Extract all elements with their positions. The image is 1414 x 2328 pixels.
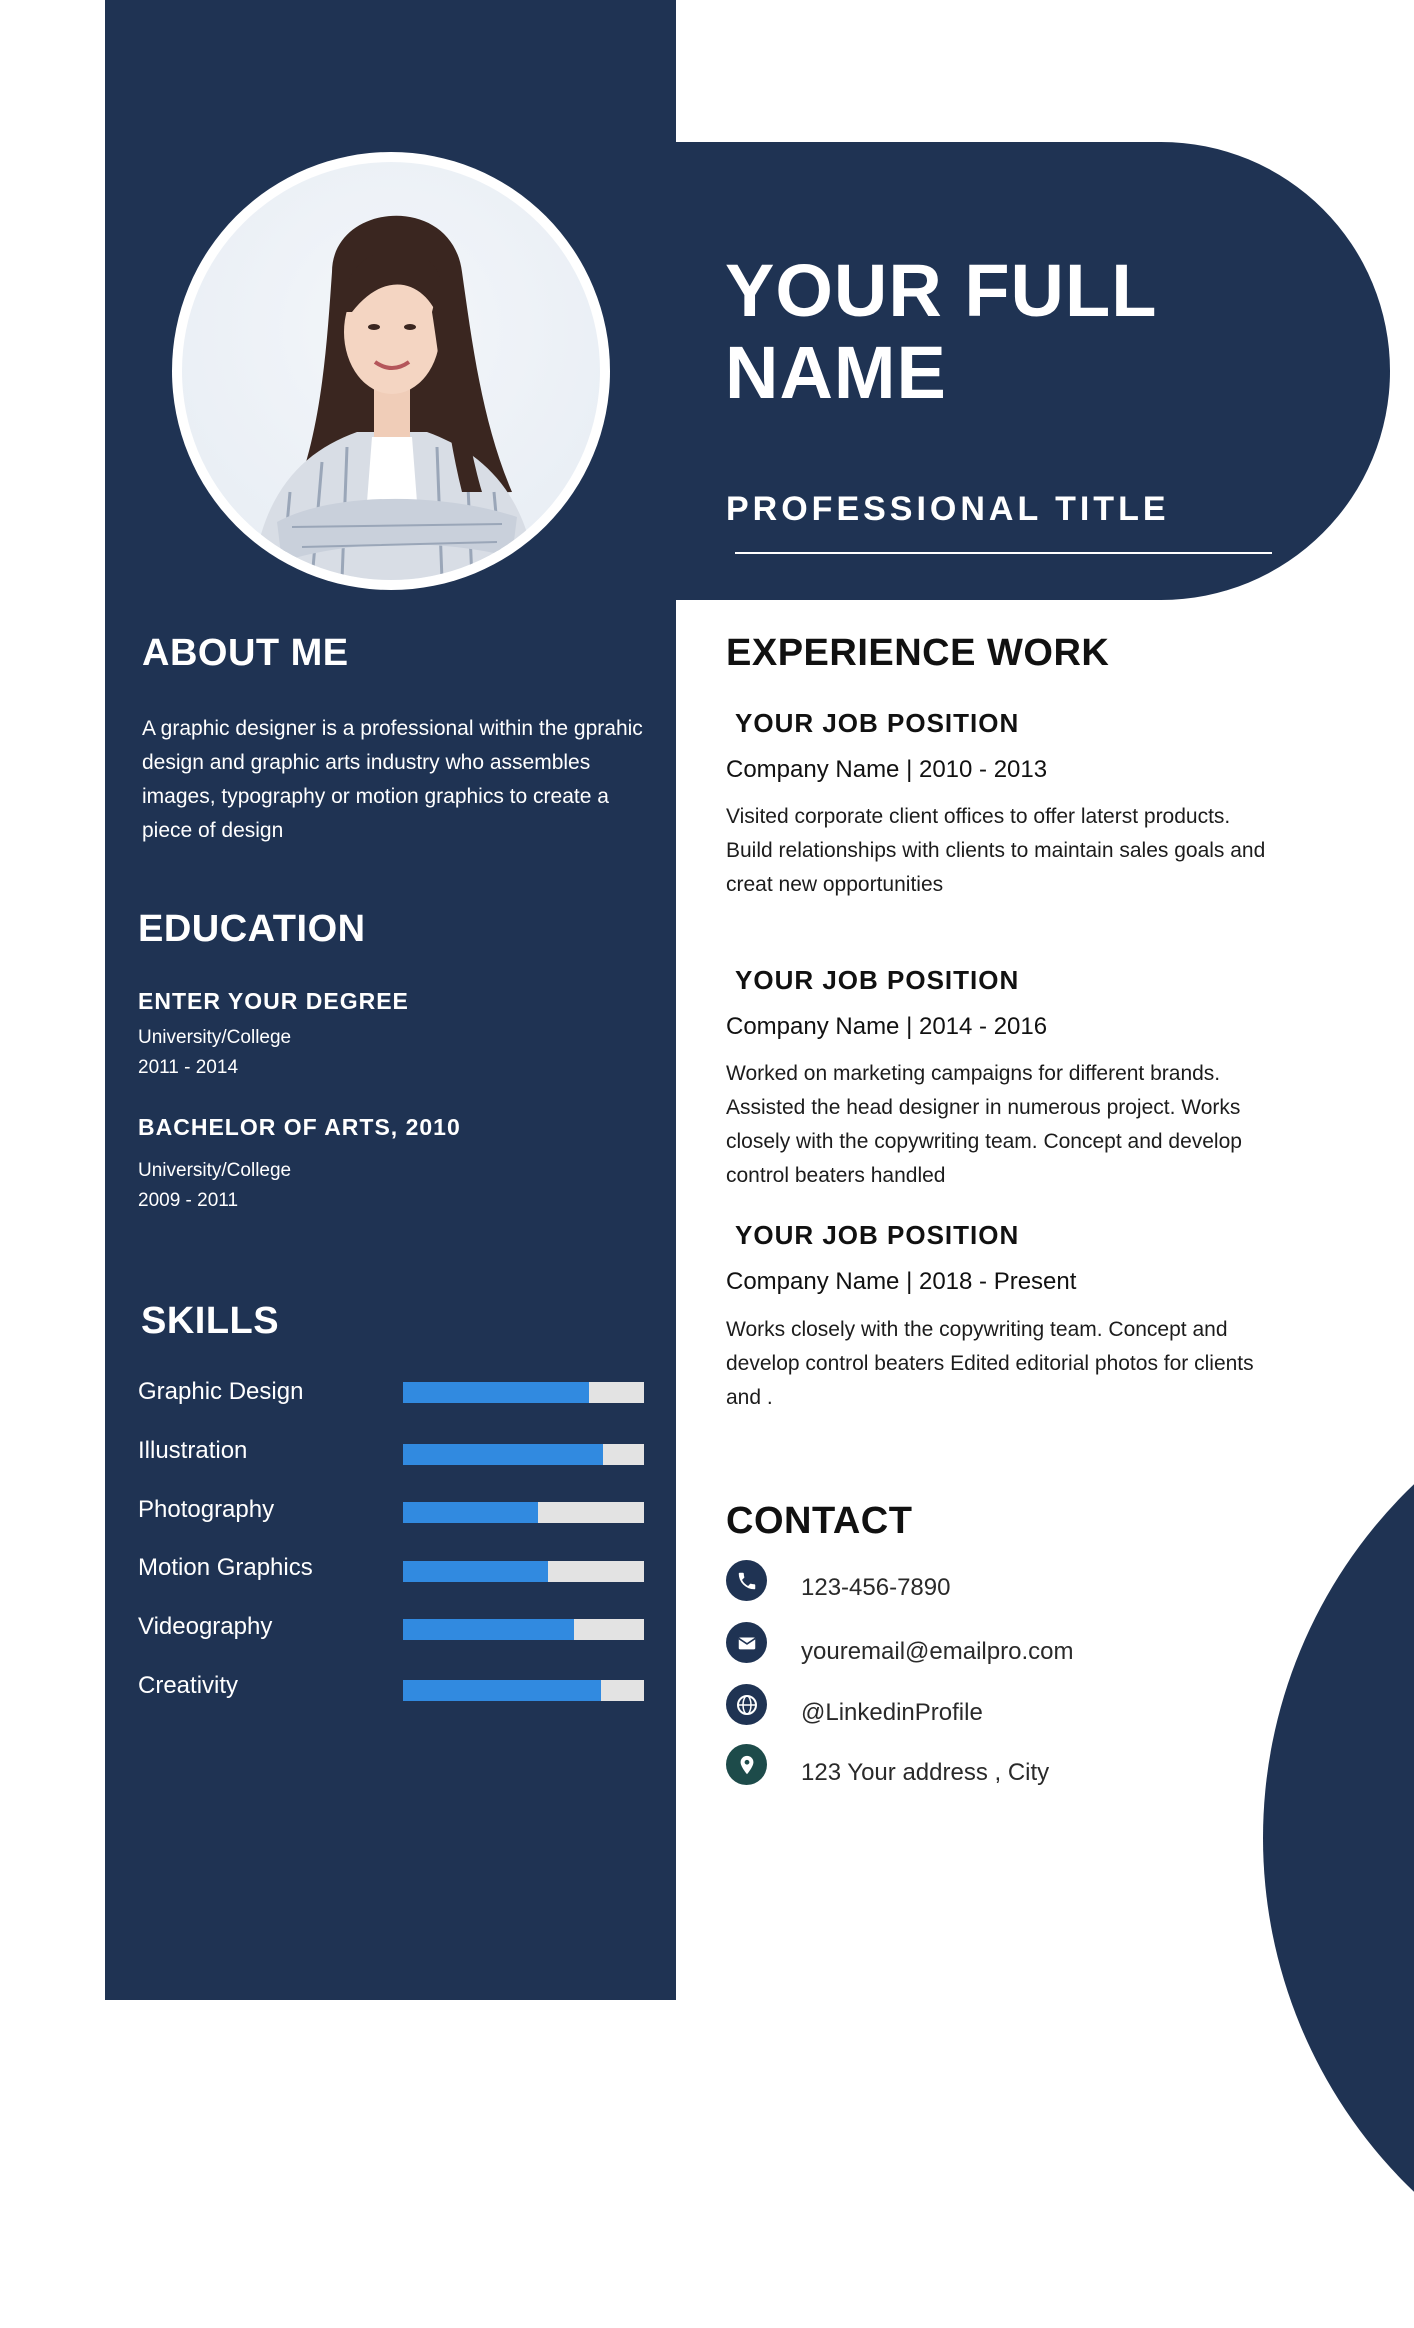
skill-bar-fill bbox=[403, 1502, 538, 1523]
skill-bar-track bbox=[403, 1444, 644, 1465]
job-position: YOUR JOB POSITION bbox=[735, 1220, 1020, 1250]
skill-bar-track bbox=[403, 1680, 644, 1701]
profile-photo bbox=[182, 162, 600, 580]
experience-heading: EXPERIENCE WORK bbox=[726, 632, 1110, 674]
title-divider bbox=[735, 552, 1272, 554]
professional-title: PROFESSIONAL TITLE bbox=[726, 490, 1170, 528]
skill-label: Motion Graphics bbox=[138, 1554, 313, 1581]
contact-email[interactable]: youremail@emailpro.com bbox=[801, 1638, 1074, 1665]
job-description: Worked on marketing campaigns for different brands. Assisted the head designer in numerous project. Works closely with the copywriting team. Concept and develop control beaters handled bbox=[726, 1062, 1242, 1187]
skill-bar-track bbox=[403, 1382, 644, 1403]
job-company: Company Name | 2014 - 2016 bbox=[726, 1013, 1048, 1040]
education-years: 2011 - 2014 bbox=[138, 1057, 239, 1078]
skill-label: Videography bbox=[138, 1613, 273, 1640]
skill-bar-fill bbox=[403, 1680, 601, 1701]
job-position: YOUR JOB POSITION bbox=[735, 708, 1020, 738]
skill-label: Photography bbox=[138, 1496, 275, 1523]
phone-icon bbox=[726, 1560, 767, 1601]
contact-heading: CONTACT bbox=[726, 1500, 913, 1542]
skill-bar-fill bbox=[403, 1444, 603, 1465]
web-icon bbox=[726, 1684, 767, 1725]
skill-label: Creativity bbox=[138, 1672, 239, 1699]
education-school: University/College bbox=[138, 1160, 292, 1181]
education-degree: BACHELOR OF ARTS, 2010 bbox=[138, 1114, 461, 1140]
job-company: Company Name | 2010 - 2013 bbox=[726, 756, 1048, 783]
skill-bar-fill bbox=[403, 1619, 574, 1640]
job-description: Works closely with the copywriting team. Concept and develop control beaters Edited editorial photos for clients and . bbox=[726, 1318, 1254, 1409]
skill-bar-track bbox=[403, 1561, 644, 1582]
job-position: YOUR JOB POSITION bbox=[735, 965, 1020, 995]
skill-bar-track bbox=[403, 1502, 644, 1523]
skills-heading: SKILLS bbox=[141, 1300, 280, 1342]
skill-label: Illustration bbox=[138, 1437, 248, 1464]
education-details bbox=[138, 1023, 291, 1083]
about-heading: ABOUT ME bbox=[142, 632, 349, 674]
skill-bar-track bbox=[403, 1619, 644, 1640]
job-description: Visited corporate client offices to offer laterst products. Build relationships with clients to maintain sales goals and creat new opportunities bbox=[726, 805, 1266, 896]
skill-bar-fill bbox=[403, 1382, 589, 1403]
mail-icon bbox=[726, 1622, 767, 1663]
contact-phone[interactable]: 123-456-7890 bbox=[801, 1574, 951, 1601]
job-company: Company Name | 2018 - Present bbox=[726, 1268, 1077, 1295]
skill-label: Graphic Design bbox=[138, 1378, 304, 1405]
about-text: A graphic designer is a professional within the gprahic design and graphic arts industry who assembles images, typography or motion graphics to create a piece of design bbox=[142, 717, 643, 842]
location-pin-icon bbox=[726, 1744, 767, 1785]
contact-linkedin[interactable]: @LinkedinProfile bbox=[801, 1699, 983, 1726]
profile-photo-frame bbox=[172, 152, 610, 590]
decorative-corner-circle bbox=[1263, 1348, 1414, 2328]
full-name: YOUR FULL NAME bbox=[725, 249, 1157, 414]
education-years: 2009 - 2011 bbox=[138, 1190, 239, 1211]
education-heading: EDUCATION bbox=[138, 908, 366, 950]
education-details bbox=[138, 1156, 291, 1216]
education-degree: ENTER YOUR DEGREE bbox=[138, 988, 409, 1014]
contact-address[interactable]: 123 Your address , City bbox=[801, 1759, 1050, 1786]
education-school: University/College bbox=[138, 1027, 292, 1048]
skill-bar-fill bbox=[403, 1561, 548, 1582]
